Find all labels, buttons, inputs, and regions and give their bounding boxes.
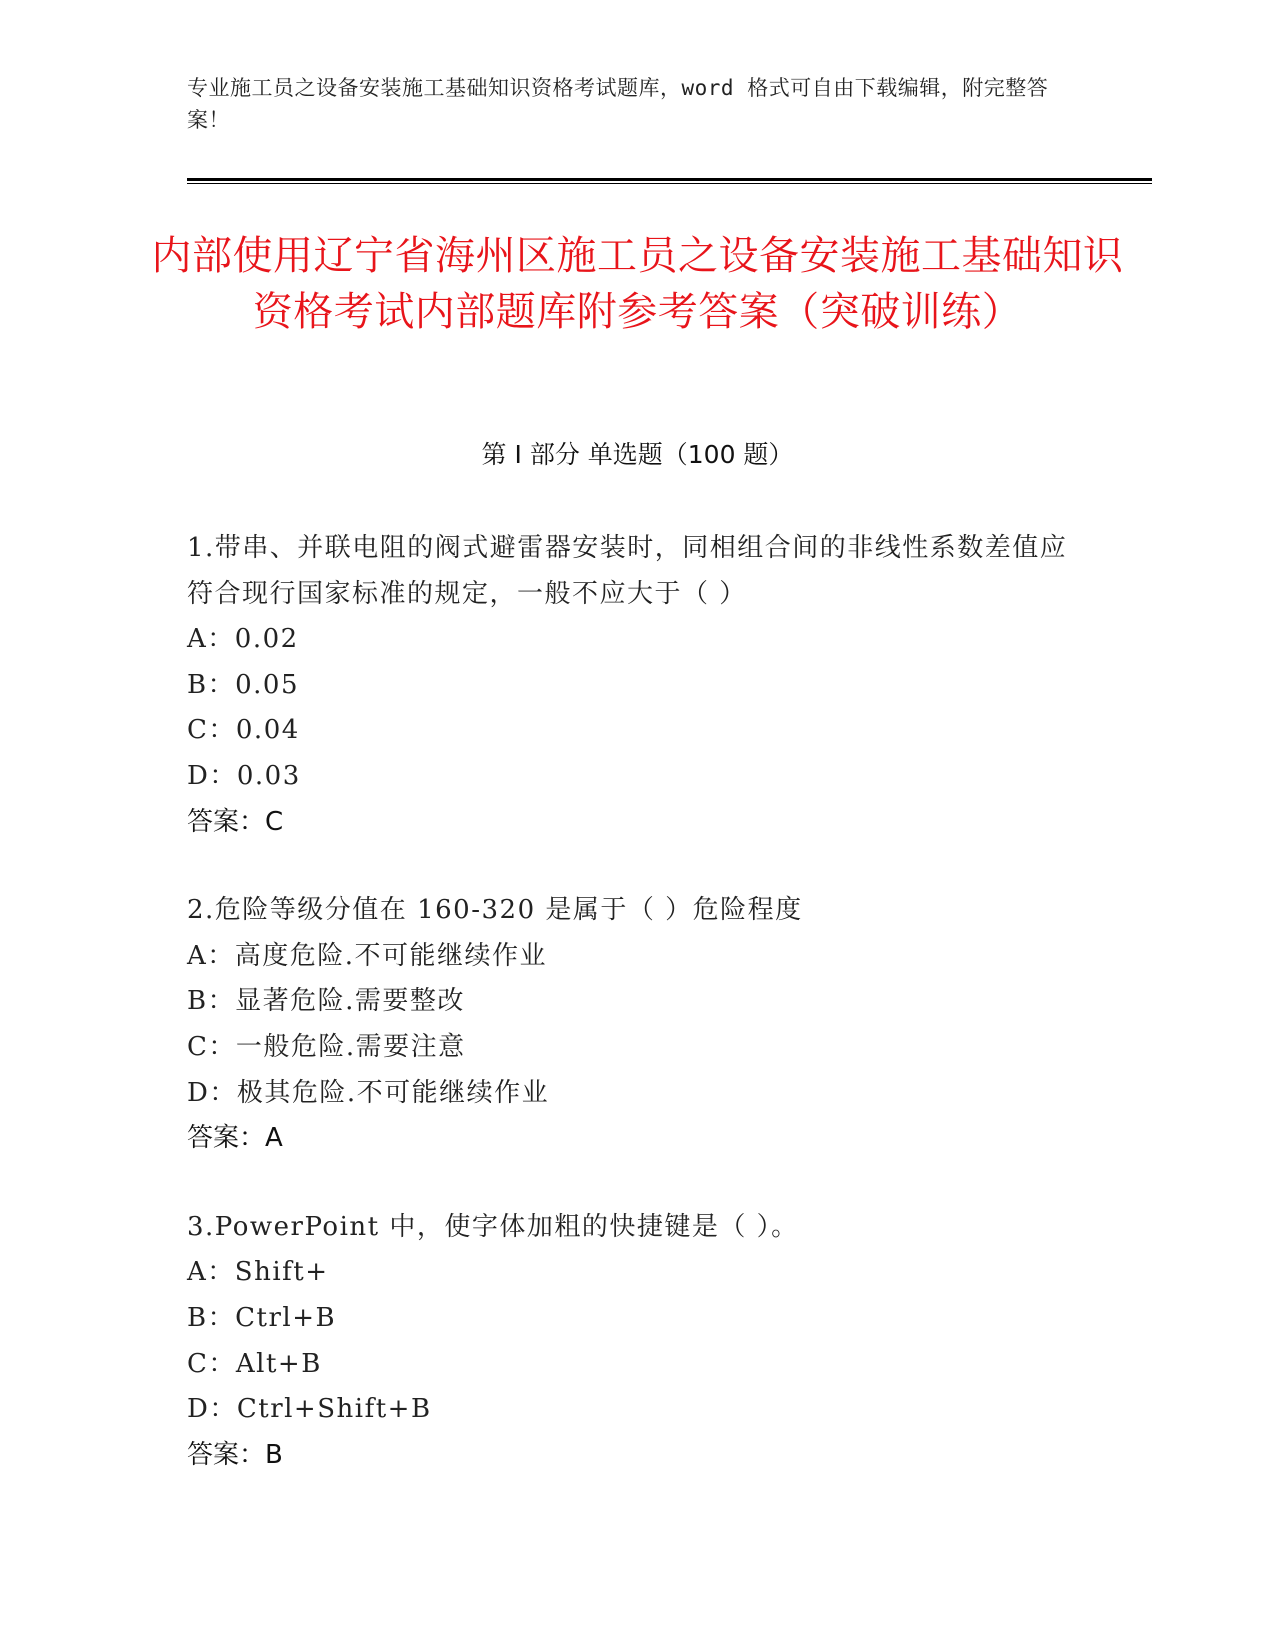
question-3 bbox=[187, 1205, 1087, 1479]
option-d: D：0.03 bbox=[187, 760, 301, 791]
option-c: C：一般危险.需要注意 bbox=[187, 1031, 466, 1062]
document-title: 内部使用辽宁省海州区施工员之设备安装施工基础知识资格考试内部题库附参考答案（突破训练） bbox=[151, 233, 1124, 335]
answer-line: 答案：B bbox=[187, 1439, 283, 1470]
option-c: C：Alt+B bbox=[187, 1348, 322, 1379]
option-d: D：极其危险.不可能继续作业 bbox=[187, 1077, 550, 1108]
question-stem: 2.危险等级分值在 160-320 是属于（ ）危险程度 bbox=[187, 895, 803, 926]
question-stem: 3.PowerPoint 中，使字体加粗的快捷键是（ ）。 bbox=[187, 1211, 799, 1242]
option-b: B：0.05 bbox=[187, 669, 299, 700]
header-note: 专业施工员之设备安装施工基础知识资格考试题库，word 格式可自由下载编辑，附完整答案！ bbox=[187, 76, 1049, 132]
option-c: C：0.04 bbox=[187, 715, 300, 746]
question-1 bbox=[187, 526, 1087, 845]
option-b: B：Ctrl+B bbox=[187, 1302, 337, 1333]
answer-line: 答案：A bbox=[187, 1123, 283, 1154]
option-a: A：高度危险.不可能继续作业 bbox=[187, 940, 548, 971]
option-b: B：显著危险.需要整改 bbox=[187, 986, 465, 1017]
option-d: D：Ctrl+Shift+B bbox=[187, 1394, 432, 1425]
header-divider-thick bbox=[187, 178, 1152, 181]
question-2 bbox=[187, 888, 1087, 1162]
question-list bbox=[187, 526, 1087, 1521]
option-a: A：Shift+ bbox=[187, 1257, 329, 1288]
question-stem: 1.带串、并联电阻的阀式避雷器安装时，同相组合间的非线性系数差值应符合现行国家标准的规定，一般不应大于（ ） bbox=[187, 533, 1068, 609]
answer-line: 答案：C bbox=[187, 806, 284, 837]
section-title: 第 I 部分 单选题（100 题） bbox=[481, 440, 794, 469]
option-a: A：0.02 bbox=[187, 624, 299, 655]
header-divider-thin bbox=[187, 183, 1152, 184]
